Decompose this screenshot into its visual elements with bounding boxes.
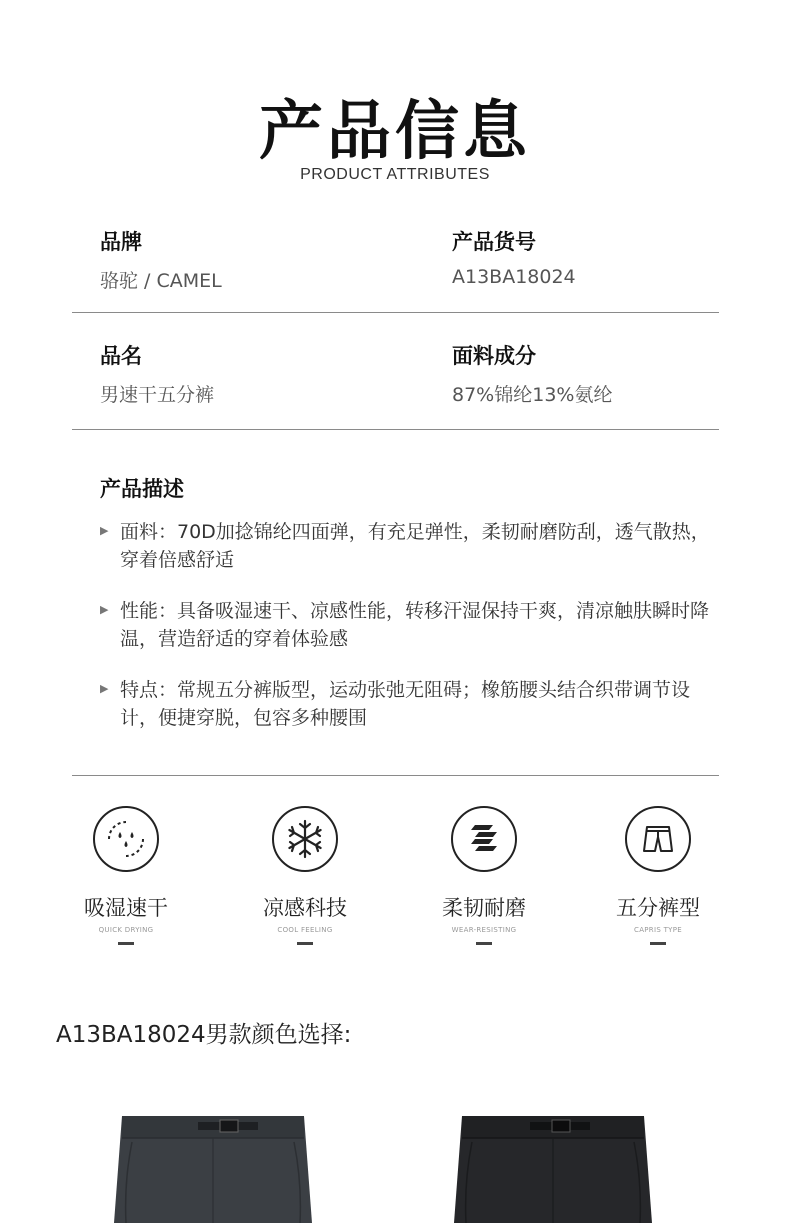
description-title: 产品描述 bbox=[100, 477, 184, 501]
feature-name: 五分裤型 bbox=[616, 896, 700, 920]
divider bbox=[72, 775, 719, 776]
bullet-text: 面料：70D加捻锦纶四面弹，有充足弹性，柔韧耐磨防刮，透气散热，穿着倍感舒适 bbox=[120, 521, 710, 571]
snowflake-icon bbox=[272, 806, 338, 872]
shorts-icon bbox=[625, 806, 691, 872]
feature-name: 吸湿速干 bbox=[84, 896, 168, 920]
attribute-value: 男速干五分裤 bbox=[100, 384, 215, 406]
feature-dash bbox=[650, 942, 666, 945]
product-image-gray[interactable] bbox=[108, 1112, 318, 1223]
attribute-label: 品牌 bbox=[100, 230, 142, 254]
triangle-bullet-icon: ▶ bbox=[100, 524, 109, 537]
attribute-fabric bbox=[452, 340, 612, 407]
divider bbox=[72, 429, 719, 430]
page-title: 产品信息 bbox=[259, 95, 531, 169]
description-bullet bbox=[100, 676, 720, 732]
wear-resist-icon bbox=[451, 806, 517, 872]
attribute-product-name bbox=[100, 340, 214, 407]
feature-cool-feeling bbox=[225, 806, 385, 945]
attribute-item-number bbox=[452, 226, 576, 288]
bullet-text: 性能：具备吸湿速干、凉感性能，转移汗湿保持干爽，清凉触肤瞬时降温，营造舒适的穿着体验感 bbox=[120, 600, 710, 650]
feature-english: WEAR-RESISTING bbox=[451, 926, 517, 934]
description-bullet bbox=[100, 597, 720, 653]
attribute-value: 87%锦纶13%氨纶 bbox=[452, 384, 613, 406]
triangle-bullet-icon: ▶ bbox=[100, 603, 109, 616]
attribute-label: 品名 bbox=[100, 344, 142, 368]
description-bullet bbox=[100, 518, 720, 574]
attribute-value: A13BA18024 bbox=[452, 266, 576, 288]
bullet-text: 特点：常规五分裤版型，运动张弛无阻碍；橡筋腰头结合织带调节设计，便捷穿脱，包容多种腰围 bbox=[120, 679, 691, 729]
feature-dash bbox=[476, 942, 492, 945]
triangle-bullet-icon: ▶ bbox=[100, 682, 109, 695]
divider bbox=[72, 312, 719, 313]
feature-capris-type bbox=[578, 806, 738, 945]
attribute-label: 产品货号 bbox=[452, 230, 536, 254]
feature-dash bbox=[118, 942, 134, 945]
feature-dash bbox=[297, 942, 313, 945]
feature-english: QUICK DRYING bbox=[98, 926, 154, 934]
product-image-black[interactable] bbox=[448, 1112, 658, 1223]
feature-quick-drying bbox=[46, 806, 206, 945]
attribute-brand bbox=[100, 226, 222, 293]
water-drops-icon bbox=[93, 806, 159, 872]
feature-wear-resisting bbox=[404, 806, 564, 945]
feature-name: 凉感科技 bbox=[263, 896, 347, 920]
attribute-label: 面料成分 bbox=[452, 344, 536, 368]
page-subtitle: PRODUCT ATTRIBUTES bbox=[300, 166, 490, 183]
feature-english: COOL FEELING bbox=[277, 926, 333, 934]
attribute-value: 骆驼 / CAMEL bbox=[100, 270, 222, 292]
color-selection-title: A13BA18024男款颜色选择: bbox=[56, 1022, 352, 1048]
feature-english: CAPRIS TYPE bbox=[634, 926, 682, 934]
feature-name: 柔韧耐磨 bbox=[442, 896, 526, 920]
